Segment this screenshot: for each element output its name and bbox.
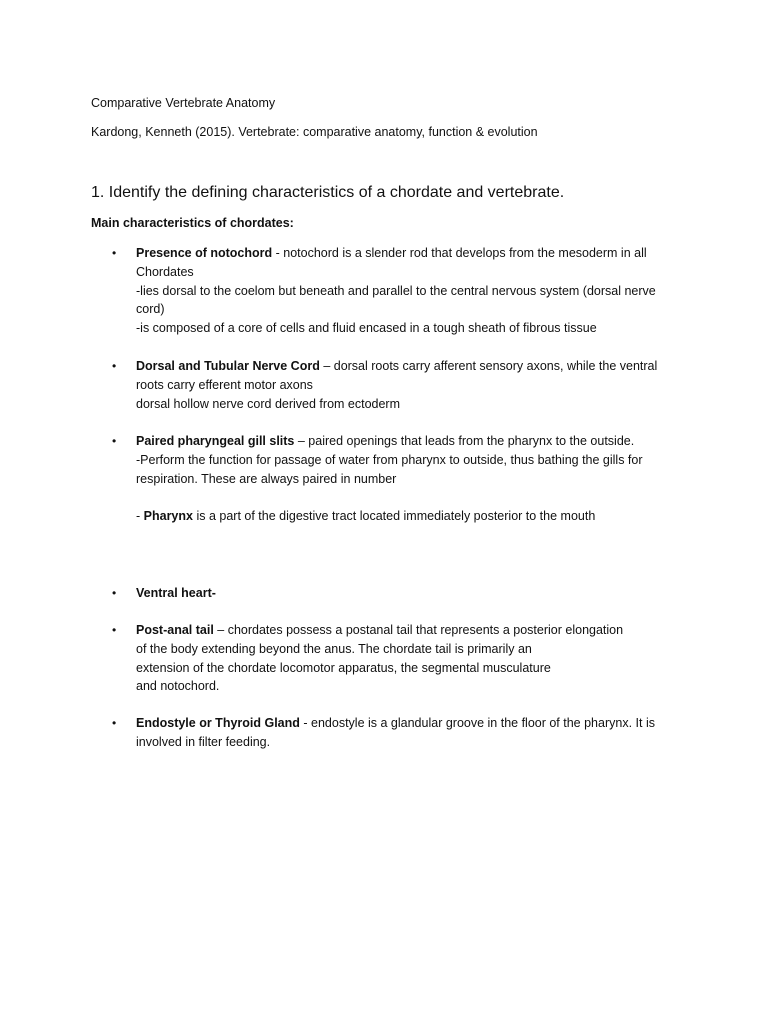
document-title: Comparative Vertebrate Anatomy xyxy=(91,96,276,110)
item-text: – chordates possess a postanal tail that represents a posterior elongation xyxy=(213,623,624,637)
bullet-icon: • xyxy=(112,359,117,373)
item-line: cord) xyxy=(136,302,165,317)
list-item-nerve-cord xyxy=(112,357,696,413)
item-text: – dorsal roots carry afferent sensory axons, while the ventral xyxy=(319,359,658,373)
bullet-icon: • xyxy=(112,434,117,448)
item-line: roots carry efferent motor axons xyxy=(136,377,313,392)
bullet-icon: • xyxy=(112,586,117,600)
item-text: – paired openings that leads from the pharynx to the outside. xyxy=(294,434,635,448)
reference-citation: Kardong, Kenneth (2015). Vertebrate: comparative anatomy, function & evolution xyxy=(91,125,538,139)
list-item-ventral-heart xyxy=(112,584,696,603)
item-line: -Perform the function for passage of water from pharynx to outside, thus bathing the gills for xyxy=(136,452,643,467)
bullet-icon: • xyxy=(112,716,117,730)
item-line: involved in filter feeding. xyxy=(136,734,271,749)
item-text: - endostyle is a glandular groove in the floor of the pharynx. It is xyxy=(299,716,655,730)
item-term: Presence of notochord xyxy=(136,246,273,260)
list-item-endostyle xyxy=(112,714,696,752)
item-line: -is composed of a core of cells and fluid encased in a tough sheath of fibrous tissue xyxy=(136,321,597,336)
item-term: Pharynx xyxy=(143,509,193,524)
item-line: -lies dorsal to the coelom but beneath and parallel to the central nervous system (dorsal nerve xyxy=(136,283,656,298)
item-term: Dorsal and Tubular Nerve Cord xyxy=(136,359,320,373)
section-heading: 1. Identify the defining characteristics of a chordate and vertebrate. xyxy=(91,184,565,201)
item-line: extension of the chordate locomotor apparatus, the segmental musculature xyxy=(136,660,551,675)
item-text: - notochord is a slender rod that develops from the mesoderm in all xyxy=(272,246,647,260)
section-subheading: Main characteristics of chordates: xyxy=(91,216,294,230)
item-line: and notochord. xyxy=(136,679,220,694)
item-term: Endostyle or Thyroid Gland xyxy=(136,716,300,730)
list-item-gill-slits xyxy=(112,432,696,526)
item-prefix: - xyxy=(136,509,144,524)
item-term: Post-anal tail xyxy=(136,623,214,637)
list-item-notochord xyxy=(112,244,696,338)
list-item-post-anal-tail xyxy=(112,621,696,696)
item-line: of the body extending beyond the anus. The chordate tail is primarily an xyxy=(136,641,532,656)
item-line: respiration. These are always paired in number xyxy=(136,471,397,486)
bullet-icon: • xyxy=(112,246,117,260)
item-line: dorsal hollow nerve cord derived from ectoderm xyxy=(136,396,401,411)
item-term: Paired pharyngeal gill slits xyxy=(136,434,295,448)
bullet-icon: • xyxy=(112,623,117,637)
item-term: Ventral heart- xyxy=(136,586,216,600)
item-text: is a part of the digestive tract located immediately posterior to the mouth xyxy=(192,509,596,524)
item-line: Chordates xyxy=(136,264,194,279)
